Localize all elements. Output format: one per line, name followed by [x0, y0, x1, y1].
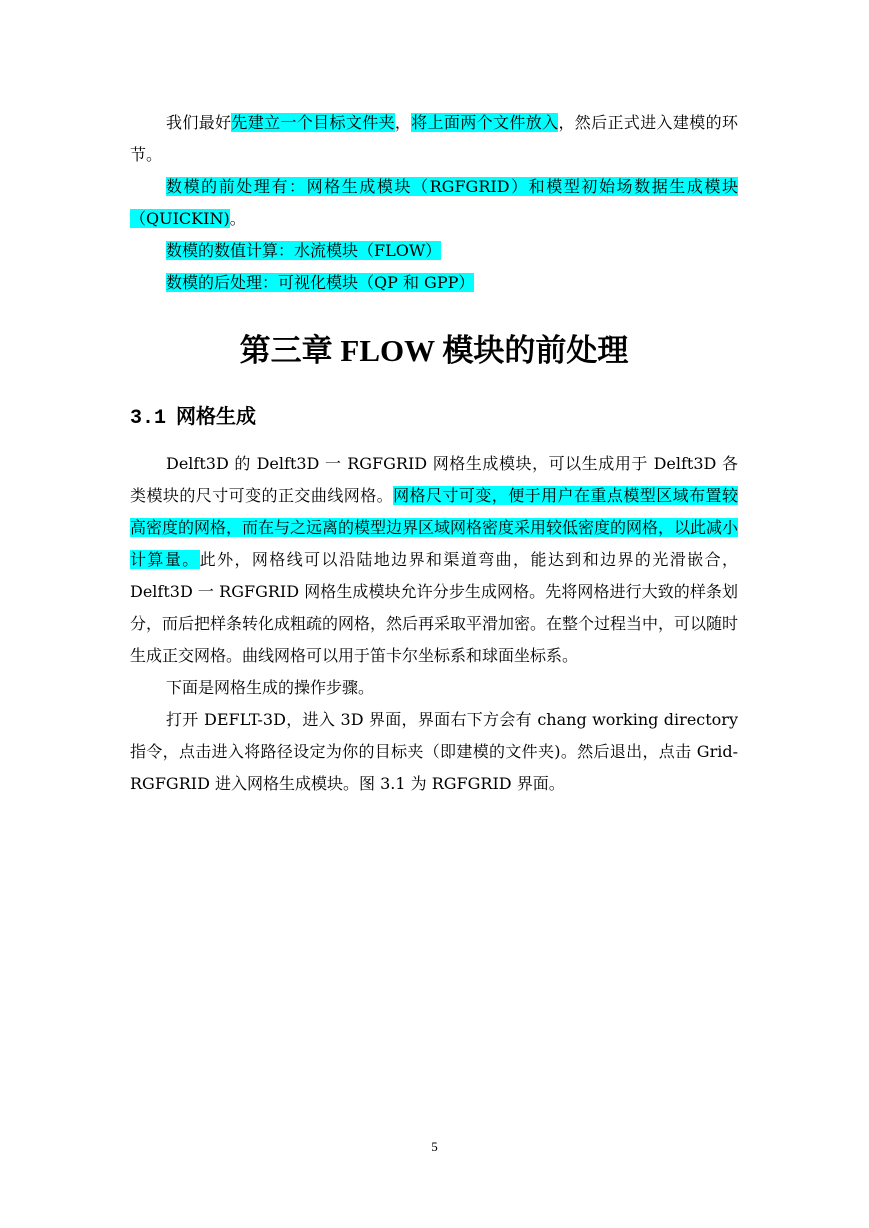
highlight-postprocessing: 数模的后处理：可视化模块（QP 和 GPP） [166, 273, 475, 292]
paragraph-intro [130, 107, 738, 171]
page-content [130, 107, 738, 800]
highlight-create-folder: 先建立一个目标文件夹 [231, 113, 395, 132]
highlight-preprocessing: 数模的前处理有：网格生成模块（RGFGRID）和模型初始场数据生成模块（QUICKIN) [130, 177, 738, 228]
chapter-title: 第三章 FLOW 模块的前处理 [239, 333, 629, 368]
section-heading [130, 401, 738, 434]
rgfgrid-text-after: 此外，网格线可以沿陆地边界和渠道弯曲，能达到和边界的光滑嵌合， Delft3D 一 RGFGRID 网格生成模块允许分步生成网格。先将网格进行大致的样条划分，而后把样条转化成粗疏的网格，然后再采取平滑加密。在整个过程当中，可以随时生成正交网格。曲线网格可以用于笛卡尔坐标系和球面坐标系。 [130, 550, 739, 665]
intro-comma: ， [394, 113, 412, 132]
highlight-computation: 数模的数值计算：水流模块（FLOW） [166, 241, 442, 260]
section-title: 网格生成 [176, 404, 257, 428]
paragraph-open-delft3d: 打开 DEFLT-3D，进入 3D 界面，界面右下方会有 chang working directory 指令，点击进入将路径设定为你的目标夹（即建模的文件夹)。然后退出，点击 Grid-RGFGRID 进入网格生成模块。图 3.1 为 RGFGRID 界面。 [130, 710, 738, 793]
highlight-put-files: 将上面两个文件放入 [411, 113, 559, 132]
paragraph-preprocessing [130, 171, 738, 235]
intro-text-after: ，然后正式进入建模的环节。 [130, 113, 738, 164]
intro-text-before: 我们最好 [166, 113, 232, 132]
page-number: 5 [431, 1139, 438, 1154]
section-number: 3.1 [130, 407, 167, 430]
spacer [130, 434, 738, 448]
paragraph-rgfgrid-description [130, 448, 738, 672]
paragraph-postprocessing [130, 267, 738, 299]
preprocessing-period: 。 [229, 209, 246, 228]
rgfgrid-text-before: Delft3D 的 Delft3D 一 RGFGRID 网格生成模块，可以生成用于 Delft3D 各类模块的尺寸可变的正交曲线网格。 [130, 454, 738, 505]
paragraph-steps-intro: 下面是网格生成的操作步骤。 [166, 678, 375, 697]
paragraph-computation [130, 235, 738, 267]
highlight-grid-size: 网格尺寸可变，便于用户在重点模型区域布置较高密度的网格，而在与之远离的模型边界区域网格密度采用较低密度的网格，以此减小计算量。 [130, 486, 739, 569]
